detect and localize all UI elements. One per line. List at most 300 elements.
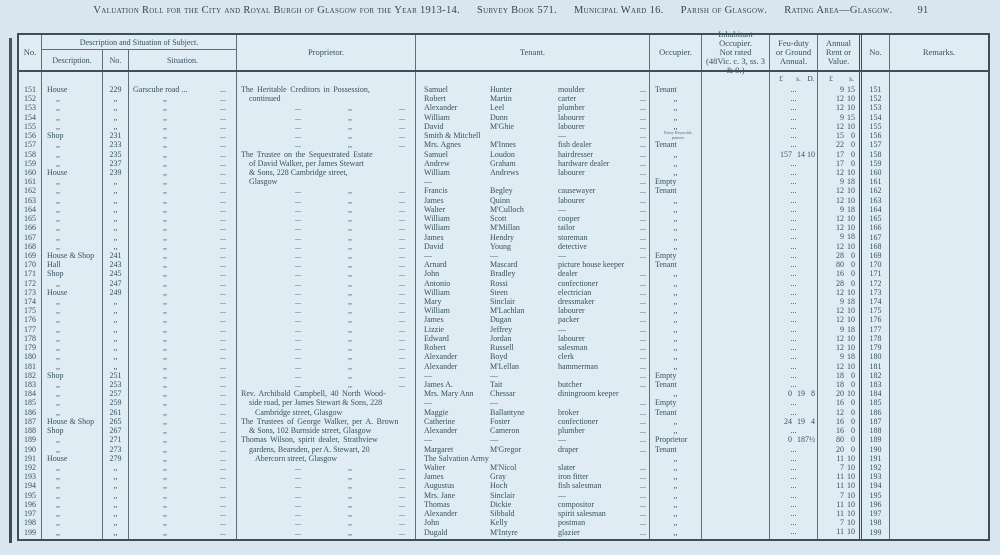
cell-annual-rent: 12 10 (818, 214, 862, 223)
cell-tenant: William Andrews labourer ... (416, 168, 650, 177)
cell-proprietor: ... ,, ... (237, 380, 416, 389)
table-row (19, 186, 988, 195)
filler-cell (42, 537, 103, 539)
cell-street-no: 265 (103, 417, 129, 426)
cell-entry-no: 152 (19, 94, 42, 103)
cell-street-no: ,, (103, 113, 129, 122)
table-row (19, 426, 988, 435)
cell-situation: ,, ... (129, 122, 237, 131)
cell-street-no: ,, (103, 122, 129, 131)
cell-street-no: ,, (103, 518, 129, 527)
cell-annual-rent: 16 0 (818, 269, 862, 278)
cell-remarks (890, 122, 988, 131)
cell-feu-duty: ... (770, 223, 818, 232)
table-body (19, 85, 988, 539)
cell-street-no: ,, (103, 500, 129, 509)
filler-cell (19, 537, 42, 539)
cell-feu-duty: ... (770, 196, 818, 205)
cell-description: ,, (42, 445, 103, 454)
cell-inhabitant-occupier (702, 306, 770, 315)
cell-annual-rent: 17 0 (818, 159, 862, 168)
cell-occupier: ,, (650, 352, 702, 361)
cell-entry-no-right: 165 (862, 214, 890, 223)
table-row (19, 168, 988, 177)
cell-annual-rent: 12 10 (818, 334, 862, 343)
filler-cell (770, 537, 818, 539)
cell-annual-rent: 9 15 (818, 85, 862, 94)
cell-entry-no: 165 (19, 214, 42, 223)
cell-inhabitant-occupier (702, 260, 770, 269)
cell-occupier: Tenant (650, 445, 702, 454)
cell-annual-rent: 11 10 (818, 472, 862, 481)
cell-description: ,, (42, 94, 103, 103)
cell-entry-no-right: 184 (862, 389, 890, 398)
cell-street-no: 261 (103, 408, 129, 417)
cell-occupier: ,, (650, 463, 702, 472)
cell-situation: ,, ... (129, 288, 237, 297)
cell-description: ,, (42, 408, 103, 417)
cell-street-no: ,, (103, 205, 129, 214)
cell-occupier: ,, (650, 150, 702, 159)
cell-proprietor: ... ,, ... (237, 233, 416, 242)
cell-entry-no-right: 175 (862, 306, 890, 315)
cell-entry-no: 178 (19, 334, 42, 343)
cell-tenant: John Bradley dealer ... (416, 269, 650, 278)
cell-occupier: ,, (650, 297, 702, 306)
cell-inhabitant-occupier (702, 233, 770, 242)
cell-situation: Garscube road ... ... (129, 85, 237, 94)
cell-entry-no: 195 (19, 491, 42, 500)
cell-entry-no: 162 (19, 186, 42, 195)
cell-situation: ,, ... (129, 408, 237, 417)
cell-feu-duty: ... (770, 325, 818, 334)
cell-entry-no-right: 153 (862, 103, 890, 112)
cell-description: ,, (42, 242, 103, 251)
cell-description: ,, (42, 223, 103, 232)
cell-annual-rent: 16 0 (818, 426, 862, 435)
cell-feu-duty: ... (770, 334, 818, 343)
table-row (19, 463, 988, 472)
page-header (30, 5, 992, 16)
cell-inhabitant-occupier (702, 122, 770, 131)
cell-street-no: ,, (103, 334, 129, 343)
cell-remarks (890, 103, 988, 112)
cell-feu-duty: 24 19 4 (770, 417, 818, 426)
cell-street-no: ,, (103, 242, 129, 251)
cell-remarks (890, 131, 988, 140)
cell-occupier: ,, (650, 288, 702, 297)
cell-proprietor: Cambridge street, Glasgow (237, 408, 416, 417)
cell-street-no: 241 (103, 251, 129, 260)
cell-description: House (42, 288, 103, 297)
cell-remarks (890, 260, 988, 269)
table-filler-row (19, 537, 988, 539)
cell-remarks (890, 113, 988, 122)
cell-entry-no-right: 185 (862, 398, 890, 407)
cell-occupier: Tenant (650, 380, 702, 389)
cell-entry-no-right: 182 (862, 371, 890, 380)
table-row (19, 334, 988, 343)
cell-proprietor: ... ,, ... (237, 343, 416, 352)
cell-tenant: — — — ... (416, 435, 650, 444)
cell-occupier: Tenant (650, 408, 702, 417)
cell-occupier: ,, (650, 417, 702, 426)
cell-proprietor: continued (237, 94, 416, 103)
cell-remarks (890, 334, 988, 343)
cell-feu-duty: ... (770, 140, 818, 149)
table-row (19, 445, 988, 454)
cell-description: Shop (42, 131, 103, 140)
cell-occupier: ,, (650, 362, 702, 371)
cell-entry-no-right: 157 (862, 140, 890, 149)
header-tenant: Tenant. (416, 35, 650, 70)
cell-situation: ,, ... (129, 389, 237, 398)
cell-description: ,, (42, 491, 103, 500)
table-row (19, 509, 988, 518)
cell-situation: ,, ... (129, 315, 237, 324)
cell-annual-rent: 16 0 (818, 398, 862, 407)
cell-feu-duty: ... (770, 168, 818, 177)
cell-tenant: Andrew Graham hardware dealer ... (416, 159, 650, 168)
cell-remarks (890, 168, 988, 177)
cell-proprietor: ... ,, ... (237, 122, 416, 131)
table-row (19, 500, 988, 509)
cell-remarks (890, 417, 988, 426)
cell-proprietor: ... ,, ... (237, 113, 416, 122)
cell-situation: ,, ... (129, 463, 237, 472)
cell-remarks (890, 94, 988, 103)
cell-proprietor: The Trustees of George Walker, per A. Brown (237, 417, 416, 426)
cell-feu-duty: 0 19 8 (770, 389, 818, 398)
cell-entry-no: 179 (19, 343, 42, 352)
cell-street-no: 257 (103, 389, 129, 398)
cell-proprietor: ... ,, ... (237, 334, 416, 343)
cell-occupier: ,, (650, 205, 702, 214)
cell-situation: ,, ... (129, 435, 237, 444)
cell-remarks (890, 269, 988, 278)
cell-inhabitant-occupier (702, 509, 770, 518)
table-row (19, 269, 988, 278)
cell-situation: ,, ... (129, 500, 237, 509)
cell-tenant: The Salvation Army (416, 454, 650, 463)
cell-remarks (890, 159, 988, 168)
cell-description: ,, (42, 196, 103, 205)
cell-feu-duty: ... (770, 103, 818, 112)
cell-tenant: Arnard Mascard picture house keeper (416, 260, 650, 269)
cell-occupier: ,, (650, 454, 702, 463)
filler-cell (103, 537, 129, 539)
cell-entry-no-right: 176 (862, 315, 890, 324)
cell-remarks (890, 85, 988, 94)
cell-tenant: James Quinn labourer ... (416, 196, 650, 205)
cell-inhabitant-occupier (702, 334, 770, 343)
cell-situation: ,, ... (129, 454, 237, 463)
cell-inhabitant-occupier (702, 103, 770, 112)
cell-entry-no-right: 180 (862, 352, 890, 361)
cell-entry-no: 193 (19, 472, 42, 481)
cell-entry-no: 191 (19, 454, 42, 463)
cell-remarks (890, 389, 988, 398)
cell-annual-rent: 80 0 (818, 260, 862, 269)
cell-remarks (890, 297, 988, 306)
cell-description: House (42, 168, 103, 177)
cell-entry-no-right: 168 (862, 242, 890, 251)
cell-occupier: Empty (650, 371, 702, 380)
cell-inhabitant-occupier (702, 408, 770, 417)
cell-entry-no-right: 166 (862, 223, 890, 232)
cell-description: ,, (42, 306, 103, 315)
cell-proprietor: ... ,, ... (237, 491, 416, 500)
header-annual-rent: Annual Rent or Value. (818, 35, 862, 70)
cell-street-no: 251 (103, 371, 129, 380)
cell-annual-rent: 7 10 (818, 491, 862, 500)
cell-inhabitant-occupier (702, 140, 770, 149)
cell-entry-no: 169 (19, 251, 42, 260)
header-inhabitant-occupier: Inhabitant Occupier. Not rated (48Vic. c. 3, ss. 3 & 9.) (702, 35, 770, 70)
cell-entry-no: 175 (19, 306, 42, 315)
cell-proprietor: ... ,, ... (237, 306, 416, 315)
cell-annual-rent: 20 10 (818, 389, 862, 398)
cell-remarks (890, 362, 988, 371)
cell-description: House & Shop (42, 417, 103, 426)
cell-entry-no-right: 195 (862, 491, 890, 500)
cell-feu-duty: ... (770, 398, 818, 407)
cell-annual-rent: 7 10 (818, 518, 862, 527)
cell-occupier (650, 131, 702, 140)
cell-remarks (890, 426, 988, 435)
cell-inhabitant-occupier (702, 150, 770, 159)
cell-feu-duty: ... (770, 472, 818, 481)
cell-situation: ,, ... (129, 528, 237, 537)
cell-occupier: ,, (650, 223, 702, 232)
cell-inhabitant-occupier (702, 435, 770, 444)
cell-entry-no-right: 167 (862, 233, 890, 242)
cell-feu-duty: ... (770, 481, 818, 490)
table-row (19, 408, 988, 417)
cell-proprietor: ... ,, ... (237, 500, 416, 509)
table-row (19, 481, 988, 490)
cell-situation: ,, ... (129, 223, 237, 232)
cell-tenant: Walter M'Nicol slater ... (416, 463, 650, 472)
cell-feu-duty: ... (770, 177, 818, 186)
cell-annual-rent: 28 0 (818, 279, 862, 288)
cell-tenant: David Young detective ... (416, 242, 650, 251)
cell-proprietor: ... ,, ... (237, 518, 416, 527)
cell-proprietor: ... ,, ... (237, 463, 416, 472)
cell-feu-duty: 157 14 10 (770, 150, 818, 159)
cell-tenant: Mrs. Mary Ann Chessar diningroom keeper (416, 389, 650, 398)
cell-street-no: 267 (103, 426, 129, 435)
cell-situation: ,, ... (129, 481, 237, 490)
cell-inhabitant-occupier (702, 242, 770, 251)
cell-occupier: Tenant (650, 140, 702, 149)
cell-description: ,, (42, 352, 103, 361)
cell-remarks (890, 233, 988, 242)
cell-remarks (890, 177, 988, 186)
cell-proprietor: ... ,, ... (237, 242, 416, 251)
cell-inhabitant-occupier (702, 380, 770, 389)
cell-proprietor: ... ,, ... (237, 297, 416, 306)
filler-cell (862, 537, 890, 539)
cell-entry-no: 167 (19, 233, 42, 242)
cell-proprietor: The Trustee on the Sequestrated Estate (237, 150, 416, 159)
cell-annual-rent: 11 10 (818, 481, 862, 490)
cell-proprietor: ... ,, ... (237, 214, 416, 223)
cell-feu-duty: ... (770, 122, 818, 131)
cell-tenant: Alexander Cameron plumber ... (416, 426, 650, 435)
cell-tenant: Edward Jordan labourer ... (416, 334, 650, 343)
cell-description: ,, (42, 140, 103, 149)
cell-annual-rent: 12 0 (818, 408, 862, 417)
cell-street-no: ,, (103, 315, 129, 324)
cell-situation: ,, ... (129, 233, 237, 242)
cell-situation: ,, ... (129, 334, 237, 343)
cell-occupier: Tenant (650, 260, 702, 269)
table-row (19, 279, 988, 288)
cell-proprietor: ... ,, ... (237, 196, 416, 205)
cell-proprietor: ... ,, ... (237, 103, 416, 112)
table-row (19, 417, 988, 426)
cell-description: ,, (42, 463, 103, 472)
cell-occupier: ,, (650, 343, 702, 352)
cell-street-no: ,, (103, 94, 129, 103)
cell-entry-no: 184 (19, 389, 42, 398)
cell-feu-duty: ... (770, 251, 818, 260)
cell-occupier: ,, (650, 509, 702, 518)
cell-feu-duty: ... (770, 352, 818, 361)
cell-inhabitant-occupier (702, 417, 770, 426)
table-row (19, 131, 988, 140)
header-street-no: No. (103, 50, 129, 70)
cell-description: ,, (42, 398, 103, 407)
cell-annual-rent: 7 10 (818, 463, 862, 472)
cell-situation: ,, ... (129, 113, 237, 122)
cell-tenant: James Hendry storeman ... (416, 233, 650, 242)
table-row (19, 159, 988, 168)
cell-description: ,, (42, 472, 103, 481)
cell-street-no: 249 (103, 288, 129, 297)
cell-situation: ,, ... (129, 177, 237, 186)
cell-proprietor: ... ,, ... (237, 371, 416, 380)
cell-situation: ,, ... (129, 491, 237, 500)
cell-entry-no: 174 (19, 297, 42, 306)
cell-proprietor: ... ,, ... (237, 528, 416, 537)
cell-description: ,, (42, 389, 103, 398)
cell-street-no: ,, (103, 196, 129, 205)
cell-remarks (890, 150, 988, 159)
cell-street-no: ,, (103, 362, 129, 371)
cell-description: ,, (42, 150, 103, 159)
cell-entry-no-right: 158 (862, 150, 890, 159)
cell-proprietor: & Sons, 102 Burnside street, Glasgow (237, 426, 416, 435)
cell-tenant: Margaret M'Gregor draper ... (416, 445, 650, 454)
cell-entry-no-right: 174 (862, 297, 890, 306)
cell-annual-rent: 80 0 (818, 435, 862, 444)
cell-inhabitant-occupier (702, 315, 770, 324)
cell-street-no: 271 (103, 435, 129, 444)
cell-occupier: ,, (650, 528, 702, 537)
cell-remarks (890, 186, 988, 195)
filler-cell (818, 537, 862, 539)
cell-tenant: Alexander Boyd clerk ... (416, 352, 650, 361)
cell-tenant: William M'Millan tailor ... (416, 223, 650, 232)
cell-entry-no: 183 (19, 380, 42, 389)
cell-description: ,, (42, 297, 103, 306)
cell-tenant: William Scott cooper ... (416, 214, 650, 223)
cell-inhabitant-occupier (702, 159, 770, 168)
cell-situation: ,, ... (129, 103, 237, 112)
header-situation: Situation. (129, 50, 237, 70)
cell-entry-no: 187 (19, 417, 42, 426)
cell-feu-duty: ... (770, 426, 818, 435)
cell-inhabitant-occupier (702, 297, 770, 306)
header-description-group (42, 35, 237, 70)
cell-feu-duty: ... (770, 242, 818, 251)
cell-situation: ,, ... (129, 279, 237, 288)
cell-annual-rent: 9 18 (818, 205, 862, 214)
cell-annual-rent: 9 18 (818, 325, 862, 334)
table-row (19, 113, 988, 122)
cell-feu-duty: ... (770, 297, 818, 306)
cell-inhabitant-occupier (702, 362, 770, 371)
table-row (19, 362, 988, 371)
cell-description: ,, (42, 122, 103, 131)
cell-occupier: ,, (650, 315, 702, 324)
header-description: Description. (42, 50, 103, 70)
cell-tenant: William Dunn labourer ... (416, 113, 650, 122)
cell-remarks (890, 371, 988, 380)
cell-remarks (890, 306, 988, 315)
cell-entry-no: 192 (19, 463, 42, 472)
cell-remarks (890, 445, 988, 454)
cell-tenant: Alexander M'Lellan hammerman ... (416, 362, 650, 371)
cell-entry-no: 168 (19, 242, 42, 251)
cell-occupier: ,, (650, 481, 702, 490)
cell-proprietor: ... ,, ... (237, 472, 416, 481)
cell-entry-no-right: 186 (862, 408, 890, 417)
cell-occupier: ,, (650, 269, 702, 278)
cell-proprietor: ... ,, ... (237, 131, 416, 140)
cell-entry-no: 158 (19, 150, 42, 159)
cell-feu-duty: ... (770, 159, 818, 168)
cell-inhabitant-occupier (702, 481, 770, 490)
filler-cell (650, 537, 702, 539)
cell-inhabitant-occupier (702, 168, 770, 177)
cell-feu-duty: ... (770, 371, 818, 380)
cell-feu-duty: ... (770, 306, 818, 315)
cell-tenant: David M'Ghie labourer ... (416, 122, 650, 131)
cell-entry-no-right: 188 (862, 426, 890, 435)
cell-proprietor: Rev. Archibald Campbell, 40 North Wood- (237, 389, 416, 398)
cell-entry-no-right: 155 (862, 122, 890, 131)
cell-situation: ,, ... (129, 362, 237, 371)
cell-entry-no-right: 169 (862, 251, 890, 260)
cell-tenant: James Gray iron fitter ... (416, 472, 650, 481)
page-title: Valuation Roll for the City and Royal Burgh of Glasgow for the Year 1913-14. (93, 5, 460, 16)
cell-tenant: Augustus Hoch fish salesman ... (416, 481, 650, 490)
cell-feu-duty: ... (770, 113, 818, 122)
cell-street-no: ,, (103, 509, 129, 518)
cell-description: ,, (42, 380, 103, 389)
cell-street-no: ,, (103, 177, 129, 186)
cell-street-no: ,, (103, 223, 129, 232)
cell-tenant: — — — ... (416, 251, 650, 260)
cell-description: ,, (42, 500, 103, 509)
cell-entry-no-right: 154 (862, 113, 890, 122)
cell-remarks (890, 140, 988, 149)
cell-entry-no-right: 199 (862, 528, 890, 537)
cell-street-no: ,, (103, 325, 129, 334)
